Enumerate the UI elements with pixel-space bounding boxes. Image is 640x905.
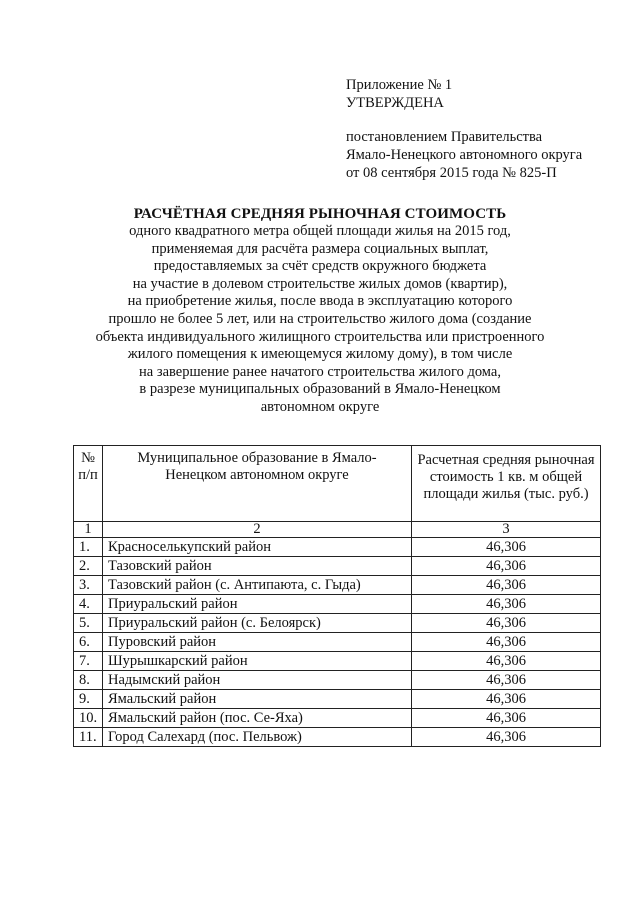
table-row <box>74 728 601 747</box>
table-row <box>74 614 601 633</box>
row-price: 46,306 <box>412 652 601 671</box>
row-number: 2. <box>74 557 103 576</box>
table-header-row <box>74 446 601 522</box>
row-price: 46,306 <box>412 728 601 747</box>
table-row <box>74 671 601 690</box>
row-number: 9. <box>74 690 103 709</box>
decree-line: постановлением Правительства <box>346 129 543 145</box>
approved-label: УТВЕРЖДЕНА <box>346 95 444 111</box>
subtitle-line: предоставляемых за счёт средств окружного бюджета <box>153 258 487 275</box>
table-row <box>74 709 601 728</box>
subtitle-line: применяемая для расчёта размера социальных выплат, <box>151 240 489 257</box>
row-number: 6. <box>74 633 103 652</box>
subtitle-line: автономном округе <box>260 398 380 415</box>
row-price: 46,306 <box>412 557 601 576</box>
subtitle-line: на участие в долевом строительстве жилых домов (квартир), <box>132 275 508 292</box>
subtitle-line: на завершение ранее начатого строительства жилого дома, <box>139 363 501 380</box>
row-price: 46,306 <box>412 709 601 728</box>
decree-line: Ямало-Ненецкого автономного округа <box>346 147 583 163</box>
row-municipality: Шурышкарский район <box>103 652 412 671</box>
column-number: 3 <box>412 522 601 538</box>
row-price: 46,306 <box>412 671 601 690</box>
column-number-row <box>74 522 601 538</box>
subtitle-line: объекта индивидуального жилищного строительства или пристроенного <box>95 328 545 345</box>
row-municipality: Тазовский район (с. Антипаюта, с. Гыда) <box>103 576 412 595</box>
row-price: 46,306 <box>412 538 601 557</box>
subtitle-line: жилого помещения к имеющемуся жилому дому), в том числе <box>127 346 513 363</box>
row-municipality: Тазовский район <box>103 557 412 576</box>
table-row <box>74 557 601 576</box>
row-municipality: Красноселькупский район <box>103 538 412 557</box>
row-price: 46,306 <box>412 576 601 595</box>
document-title: РАСЧЁТНАЯ СРЕДНЯЯ РЫНОЧНАЯ СТОИМОСТЬ <box>133 206 507 222</box>
table-row <box>74 576 601 595</box>
row-municipality: Надымский район <box>103 671 412 690</box>
row-price: 46,306 <box>412 633 601 652</box>
row-number: 5. <box>74 614 103 633</box>
column-number: 1 <box>74 522 103 538</box>
approval-block <box>346 76 626 182</box>
row-number: 11. <box>74 728 103 747</box>
row-number: 4. <box>74 595 103 614</box>
price-table <box>73 445 601 747</box>
decree-line: от 08 сентября 2015 года № 825-П <box>346 165 557 181</box>
subtitle-line: прошло не более 5 лет, или на строительство жилого дома (создание <box>108 310 532 327</box>
table-row <box>74 595 601 614</box>
table-row <box>74 538 601 557</box>
row-municipality: Город Салехард (пос. Пельвож) <box>103 728 412 747</box>
row-number: 8. <box>74 671 103 690</box>
row-municipality: Ямальский район (пос. Се-Яха) <box>103 709 412 728</box>
row-number: 7. <box>74 652 103 671</box>
row-municipality: Приуральский район (с. Белоярск) <box>103 614 412 633</box>
row-price: 46,306 <box>412 595 601 614</box>
header-num: № п/п <box>74 446 103 522</box>
table-row <box>74 652 601 671</box>
subtitle-line: в разрезе муниципальных образований в Ямало-Ненецком <box>139 381 501 398</box>
table-row <box>74 633 601 652</box>
row-number: 10. <box>74 709 103 728</box>
row-price: 46,306 <box>412 614 601 633</box>
row-price: 46,306 <box>412 690 601 709</box>
row-municipality: Ямальский район <box>103 690 412 709</box>
column-number: 2 <box>103 522 412 538</box>
row-municipality: Приуральский район <box>103 595 412 614</box>
subtitle-line: одного квадратного метра общей площади жилья на 2015 год, <box>129 223 511 239</box>
row-number: 1. <box>74 538 103 557</box>
table-row <box>74 690 601 709</box>
subtitle-line: на приобретение жилья, после ввода в эксплуатацию которого <box>127 293 513 310</box>
row-municipality: Пуровский район <box>103 633 412 652</box>
document-subtitle <box>40 223 600 417</box>
appendix-label: Приложение № 1 <box>346 77 453 93</box>
header-municipality: Муниципальное образование в Ямало-Ненецком автономном округе <box>103 446 412 522</box>
header-price: Расчетная средняя рыночная стоимость 1 кв. м общей площади жилья (тыс. руб.) <box>412 446 601 522</box>
row-number: 3. <box>74 576 103 595</box>
